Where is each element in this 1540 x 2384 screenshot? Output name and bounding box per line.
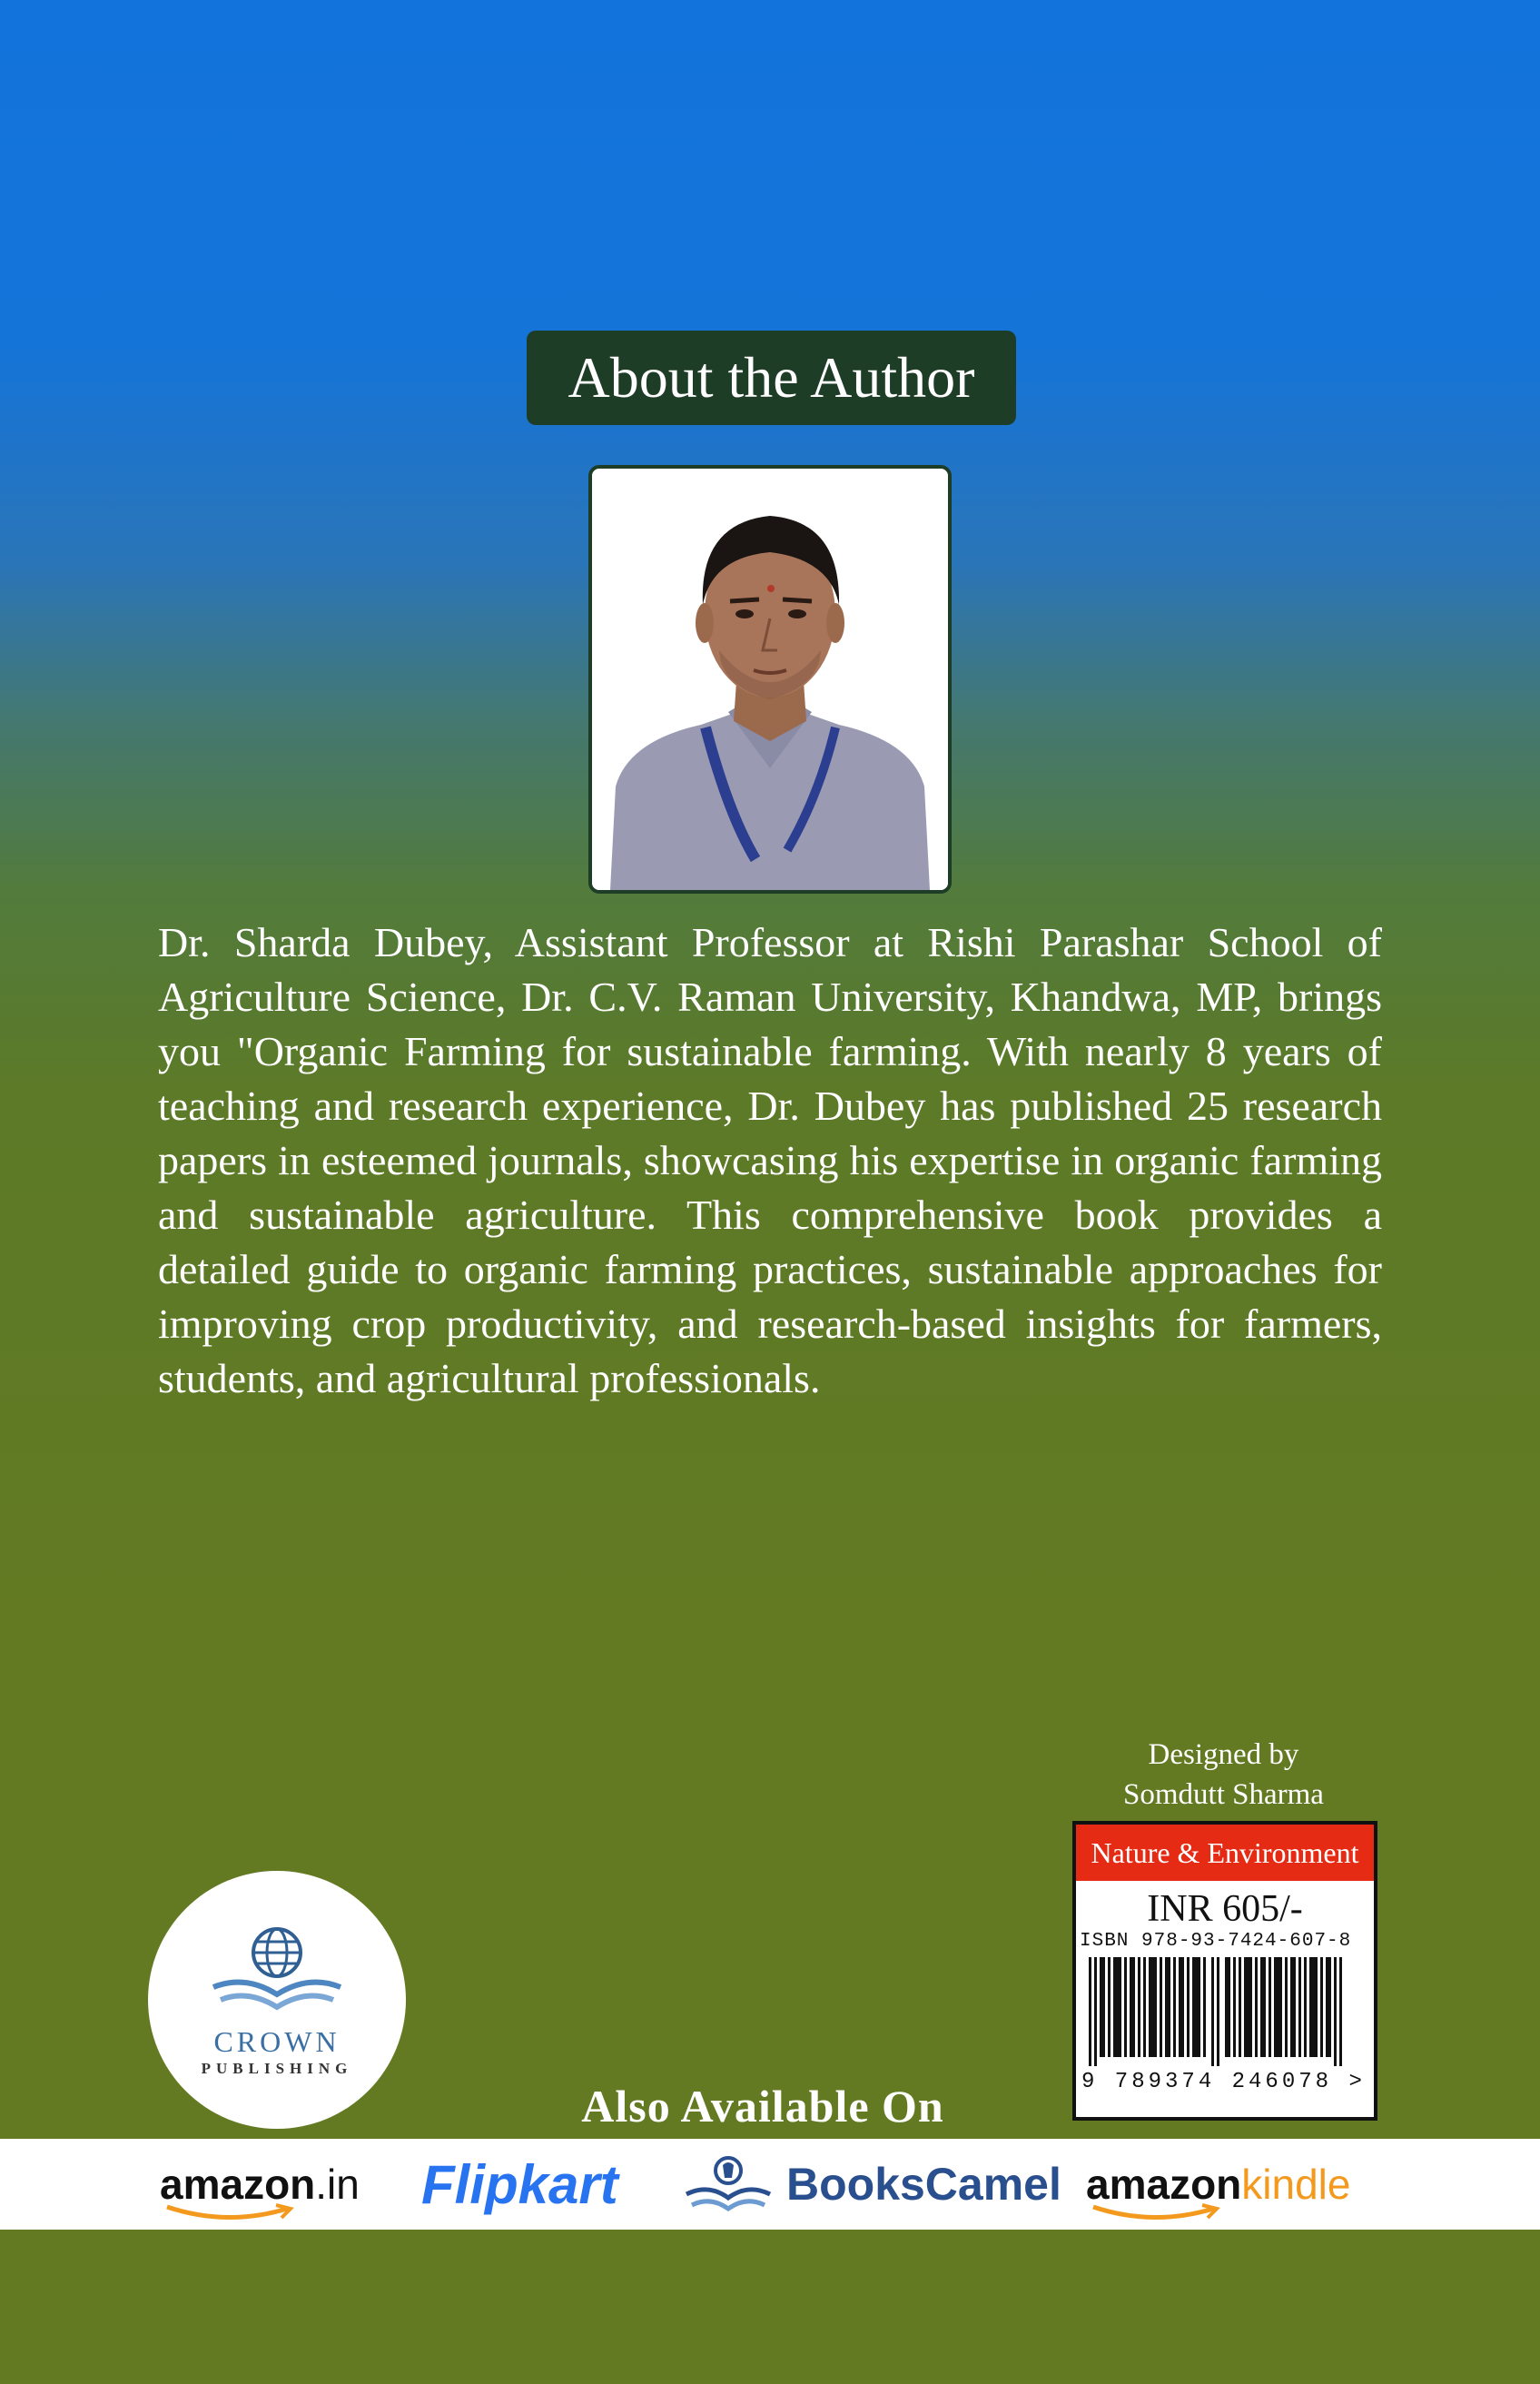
designer-credit [1053,1735,1394,1815]
about-author-heading: About the Author [527,331,1016,425]
camel-book-icon [683,2152,774,2216]
amazon-smile-icon [163,2201,300,2223]
amazon-kindle-suffix: kindle [1241,2161,1351,2208]
amazon-in-logo[interactable] [160,2139,360,2230]
amazon-in-suffix: .in [315,2161,360,2208]
bookscamel-logo[interactable] [683,2139,1061,2230]
amazon-kindle-main: amazon [1086,2161,1242,2208]
barcode [1089,1957,1361,2066]
barcode-digits: 9 789374 246078 > [1081,2070,1366,2094]
author-bio: Dr. Sharda Dubey, Assistant Professor at Rishi Parashar School of Agriculture Science, Dr. C.V. Raman University, Khandwa, MP, brings you "Organic Farming for sustainable farming. With nearly 8 years of teaching and research experience, Dr. Dubey has published 25 research papers in esteemed journals, showcasing his expertise in organic farming and sustainable agriculture. This comprehensive book provides a detailed guide to organic farming practices, sustainable approaches for improving crop productivity, and research-based insights for farmers, students, and agricultural professionals. [158,919,1382,1401]
amazon-kindle-logo[interactable] [1086,2139,1350,2230]
price-isbn-box [1072,1821,1377,2121]
publisher-logo [148,1871,406,2129]
category-label: Nature & Environment [1076,1825,1374,1881]
designer-label: Designed by [1148,1738,1299,1771]
amazon-smile-icon [1090,2201,1226,2223]
isbn-text: ISBN 978-93-7424-607-8 [1080,1931,1352,1952]
author-photo [588,465,952,894]
globe-book-icon [204,1922,350,2022]
bookscamel-text: BooksCamel [786,2159,1061,2210]
publisher-name: CROWN [213,2025,341,2058]
amazon-in-main: amazon [160,2161,316,2208]
designer-name: Somdutt Sharma [1123,1778,1324,1811]
flipkart-logo[interactable] [421,2139,618,2230]
flipkart-text: Flipkart [421,2153,618,2215]
also-available-heading: Also Available On [581,2081,944,2132]
price: INR 605/- [1147,1888,1303,1930]
publisher-sub: PUBLISHING [201,2060,353,2077]
store-logos-bar [0,2139,1540,2230]
